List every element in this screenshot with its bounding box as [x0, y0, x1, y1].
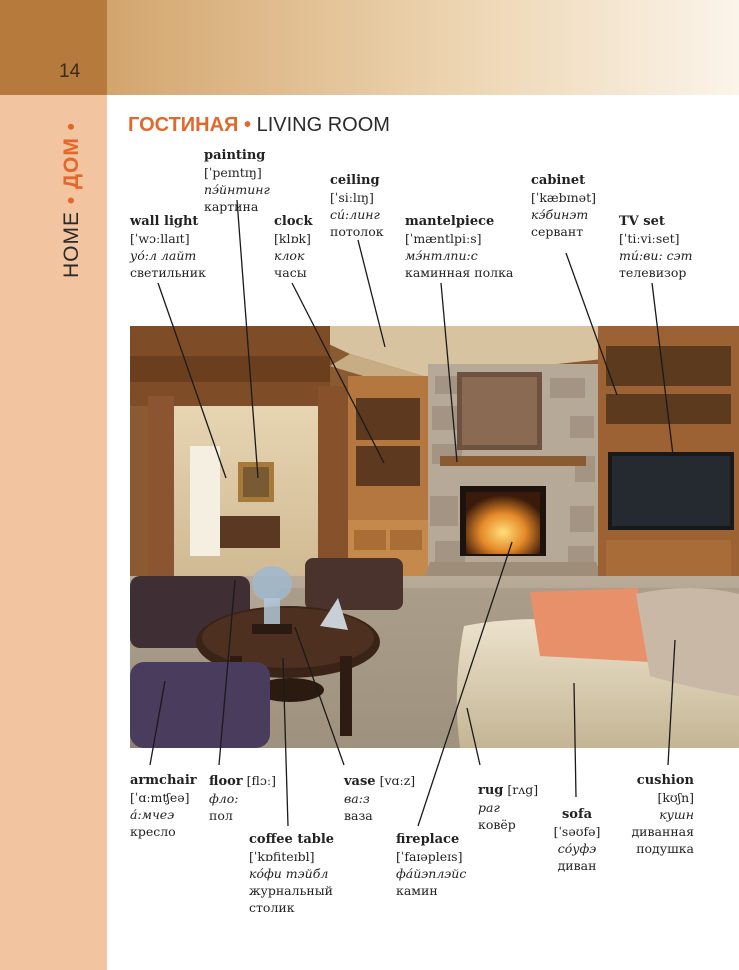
label-fireplace: [396, 831, 466, 899]
translation: пол: [209, 808, 233, 823]
word: TV set: [619, 214, 665, 229]
transcription: [ˈɑːmʧeə]: [130, 790, 190, 805]
phonetic: кэ́бинэт: [531, 207, 589, 222]
transcription: [flɔː]: [246, 773, 276, 788]
transcription: [vɑːz]: [379, 773, 416, 788]
title-en: LIVING ROOM: [256, 114, 390, 136]
phonetic: мэ́нтлпи:с: [405, 248, 478, 263]
translation-line-2: подушка: [636, 841, 694, 856]
side-title-dot-2: •: [60, 121, 83, 131]
phonetic: раг: [478, 800, 500, 815]
word: painting: [204, 148, 266, 163]
transcription: [ˈkæbɪnət]: [531, 190, 596, 205]
label-tv-set: [619, 213, 692, 281]
phonetic: ти́:ви: сэт: [619, 248, 693, 263]
side-title-ru: ДОМ: [60, 137, 83, 189]
word: armchair: [130, 773, 197, 788]
word: floor: [209, 774, 243, 789]
label-ceiling: [330, 172, 384, 240]
label-wall-light: [130, 213, 206, 281]
transcription: [ˈtiːviːset]: [619, 231, 680, 246]
label-mantelpiece: [405, 213, 513, 281]
side-title-dot: •: [60, 195, 83, 205]
phonetic: клок: [274, 248, 305, 263]
transcription: [ˈkɒfiteɪbl]: [249, 849, 315, 864]
translation: каминная полка: [405, 265, 514, 280]
translation: сервант: [531, 224, 584, 239]
word: sofa: [561, 807, 592, 822]
label-cabinet: [531, 172, 596, 240]
word: cushion: [636, 773, 694, 788]
side-section-title: [60, 122, 84, 278]
top-banner: [0, 0, 739, 95]
label-coffee-table: [249, 831, 334, 916]
translation: потолок: [330, 224, 384, 239]
phonetic: фа́йэплэйс: [396, 866, 467, 881]
word: cabinet: [531, 173, 586, 188]
translation: картина: [204, 199, 259, 214]
transcription: [kʊʃn]: [657, 790, 694, 805]
word: fireplace: [396, 832, 460, 847]
word: wall light: [130, 214, 199, 229]
page-number: 14: [59, 61, 81, 82]
translation: диван: [557, 858, 597, 873]
page-corner: [0, 0, 107, 95]
title-dot: •: [244, 114, 252, 136]
label-rug: [478, 781, 538, 833]
transcription: [ˈwɔːllaɪt]: [130, 231, 190, 246]
side-title-en: HOME: [60, 211, 83, 279]
transcription: [rʌg]: [507, 782, 539, 797]
translation: ваза: [344, 808, 373, 823]
phonetic: фло:: [209, 791, 239, 806]
label-clock: [274, 213, 312, 281]
translation: часы: [274, 265, 307, 280]
translation-line-2: столик: [249, 900, 295, 915]
phonetic: а́:мчеэ: [130, 807, 175, 822]
word: rug: [478, 783, 504, 798]
phonetic: со́уфэ: [557, 841, 597, 856]
label-floor: [209, 772, 276, 824]
phonetic: ко́фи тэйбл: [249, 866, 329, 881]
phonetic: пэ́йнтинг: [204, 182, 270, 197]
translation: телевизор: [619, 265, 687, 280]
word: ceiling: [330, 173, 380, 188]
transcription: [ˈpeɪntɪŋ]: [204, 165, 262, 180]
translation: ковёр: [478, 817, 516, 832]
label-vase: [344, 772, 415, 824]
living-room-illustration: [130, 326, 739, 748]
transcription: [klɒk]: [274, 231, 311, 246]
phonetic: уо́:л лайт: [130, 248, 197, 263]
translation-line-1: диванная: [631, 824, 694, 839]
translation: камин: [396, 883, 438, 898]
label-cushion: [631, 772, 694, 857]
translation: кресло: [130, 824, 176, 839]
phonetic: кушн: [659, 807, 694, 822]
translation: светильник: [130, 265, 206, 280]
page-title: [128, 114, 390, 137]
label-armchair: [130, 772, 197, 840]
phonetic: си́:линг: [330, 207, 380, 222]
label-painting: [204, 147, 270, 215]
translation-line-1: журнальный: [249, 883, 333, 898]
transcription: [ˈmæntlpiːs]: [405, 231, 482, 246]
title-ru: ГОСТИНАЯ: [128, 114, 239, 136]
word: vase: [344, 774, 376, 789]
transcription: [ˈfaɪəpleɪs]: [396, 849, 463, 864]
word: mantelpiece: [405, 214, 495, 229]
word: coffee table: [249, 832, 335, 847]
label-sofa: [553, 806, 601, 874]
word: clock: [274, 214, 313, 229]
transcription: [ˈsiːlɪŋ]: [330, 190, 374, 205]
side-band: [0, 95, 107, 970]
transcription: [ˈsəʊfə]: [553, 824, 601, 839]
phonetic: ва:з: [344, 791, 370, 806]
